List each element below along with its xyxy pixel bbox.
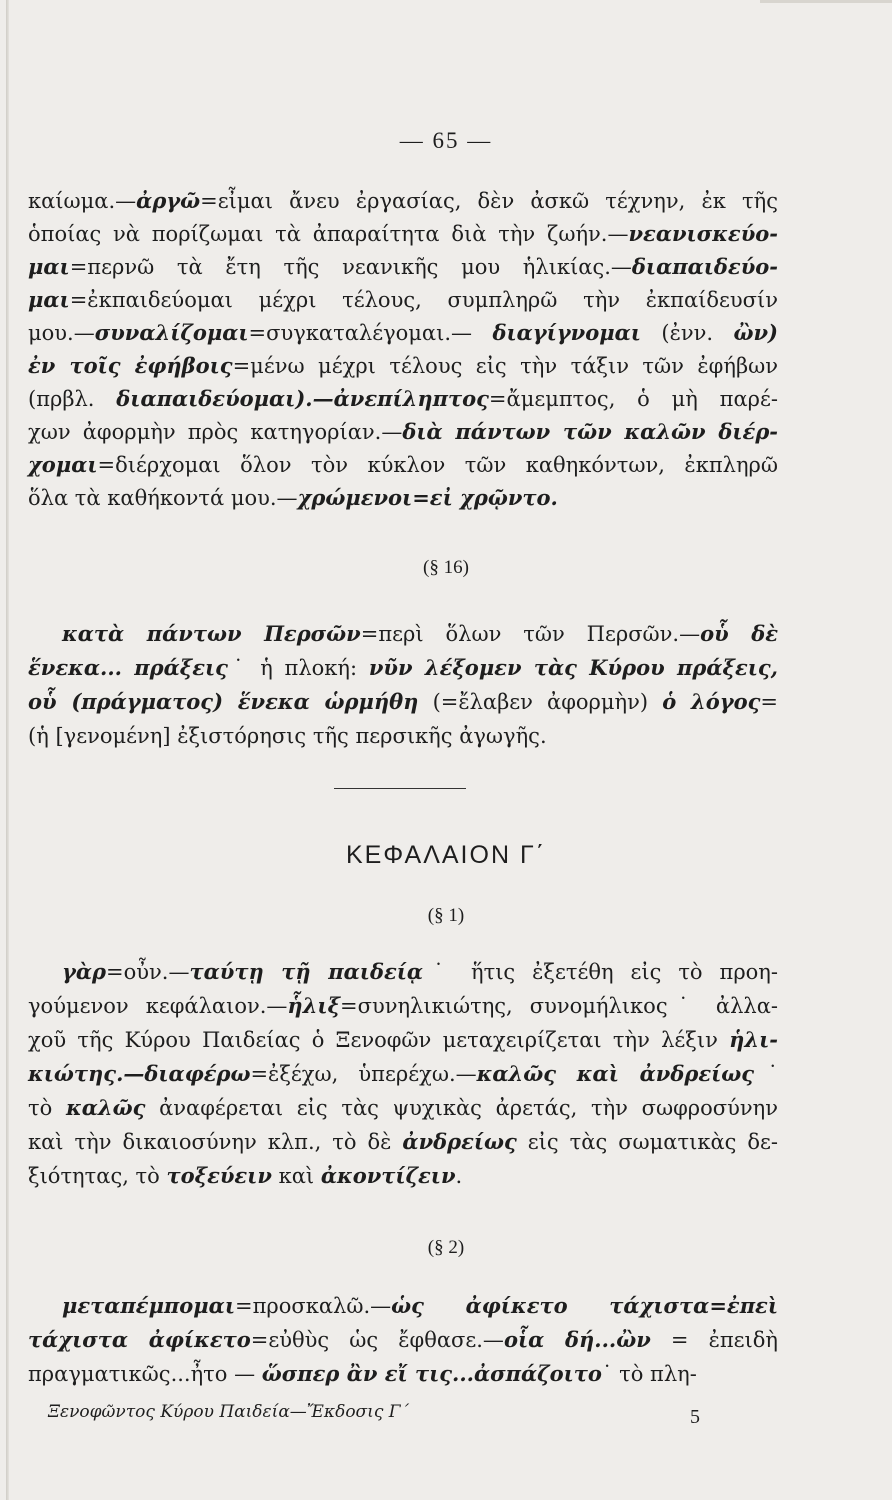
emphasized-term: μεταπέμπομαι bbox=[62, 1293, 236, 1318]
text-segment: =συνηλικιώτης, συνομήλικος˙ ἀλλα- bbox=[340, 994, 778, 1018]
text-segment: καὶ bbox=[271, 1164, 321, 1188]
paragraph-2-line bbox=[28, 720, 778, 752]
emphasized-term: κιώτης.—διαφέρω bbox=[28, 1061, 251, 1086]
paragraph-2-line bbox=[28, 652, 778, 684]
text-segment: εἰς τὰς σωματικὰς δε- bbox=[516, 1130, 778, 1154]
text-segment: χων ἀφορμὴν πρὸς κατηγορίαν.— bbox=[28, 420, 403, 444]
text-segment: ˙ τὸ πλη- bbox=[601, 1362, 697, 1386]
emphasized-term: οὗ (πράγματος) ἕνεκα ὡρμήθη bbox=[28, 689, 419, 714]
emphasized-term: καλῶς καὶ ἀνδρείως bbox=[476, 1061, 755, 1086]
emphasized-term: τάχιστα ἀφίκετο bbox=[28, 1327, 251, 1352]
printer-signature-mark: 5 bbox=[690, 1406, 700, 1428]
paragraph-1-line bbox=[28, 317, 778, 349]
paragraph-3-line bbox=[28, 1024, 778, 1056]
page-number: — 65 — bbox=[399, 128, 493, 153]
text-segment: =περνῶ τὰ ἔτη τῆς νεανικῆς μου ἡλικίας.— bbox=[69, 255, 632, 279]
text-segment: ξιότητας, τὸ bbox=[28, 1164, 167, 1188]
text-segment: = bbox=[760, 690, 778, 714]
text-segment: = ἐπειδὴ bbox=[650, 1328, 778, 1352]
emphasized-term: νεανισκεύο- bbox=[628, 221, 778, 246]
text-segment: πραγματικῶς...ἦτο — bbox=[28, 1362, 262, 1386]
section-1-heading: (§ 1) bbox=[427, 905, 465, 926]
emphasized-term: κατὰ πάντων Περσῶν bbox=[62, 621, 361, 646]
paragraph-3-line bbox=[28, 990, 778, 1022]
paragraph-1-line bbox=[28, 449, 778, 481]
paragraph-1-line bbox=[28, 416, 778, 448]
paragraph-1-line bbox=[28, 185, 778, 217]
emphasized-term: ὡς ἀφίκετο τάχιστα=ἐπεὶ bbox=[391, 1293, 778, 1318]
chapter-heading: ΚΕΦΑΛΑΙΟΝ Γ΄ bbox=[345, 841, 547, 869]
emphasized-term: νῦν λέξομεν τὰς Κύρου πράξεις, bbox=[368, 655, 778, 680]
paragraph-4-line bbox=[28, 1358, 778, 1390]
text-segment: ὅλα τὰ καθήκοντά μου.— bbox=[28, 486, 298, 510]
text-segment: =εἶμαι ἄνευ ἐργασίας, δὲν ἀσκῶ τέχνην, ἐκ τῆς bbox=[200, 189, 778, 213]
emphasized-term: ἧλιξ bbox=[287, 993, 341, 1018]
page-binding-edge bbox=[6, 0, 9, 1500]
emphasized-term: μαι bbox=[28, 254, 70, 279]
emphasized-term: οἷα δή...ὢν bbox=[503, 1327, 651, 1352]
paragraph-4-line bbox=[62, 1290, 778, 1322]
emphasized-term: ὥσπερ ἂν εἴ τις...ἀσπάζοιτο bbox=[261, 1361, 602, 1386]
emphasized-term: τοξεύειν bbox=[166, 1163, 272, 1188]
paragraph-1-line bbox=[28, 251, 778, 283]
section-16-heading: (§ 16) bbox=[423, 557, 469, 578]
paragraph-4-line bbox=[28, 1324, 778, 1356]
section-2-heading: (§ 2) bbox=[427, 1237, 465, 1258]
emphasized-term: ἡλι- bbox=[729, 1027, 778, 1052]
emphasized-term: ἐν τοῖς ἐφήβοις bbox=[28, 353, 233, 378]
text-segment: =διέρχομαι ὅλον τὸν κύκλον τῶν καθηκόντων, ἐκπληρῶ bbox=[97, 453, 778, 477]
text-segment: καὶ τὴν δικαιοσύνην κλπ., τὸ δὲ bbox=[28, 1130, 403, 1154]
emphasized-term: χρώμενοι=εἰ χρῷντο. bbox=[297, 485, 558, 510]
text-segment: ὁποίας νὰ πορίζωμαι τὰ ἀπαραίτητα διὰ τὴν ζωήν.— bbox=[28, 222, 629, 246]
page-top-edge bbox=[760, 0, 892, 3]
emphasized-term: ἀργῶ bbox=[136, 188, 201, 213]
text-segment: =ἄμεμπτος, ὁ μὴ παρέ- bbox=[488, 387, 778, 411]
emphasized-term: ὁ λόγος bbox=[662, 689, 761, 714]
text-segment: ἀναφέρεται εἰς τὰς ψυχικὰς ἀρετάς, τὴν σωφροσύνην bbox=[145, 1096, 779, 1120]
text-segment: =εὐθὺς ὡς ἔφθασε.— bbox=[250, 1328, 504, 1352]
paragraph-3-line bbox=[28, 1092, 778, 1124]
text-segment: χοῦ τῆς Κύρου Παιδείας ὁ Ξενοφῶν μεταχειρίζεται τὴν λέξιν bbox=[28, 1028, 730, 1052]
text-segment: ˙ bbox=[754, 1062, 778, 1086]
emphasized-term: συναλίζομαι bbox=[94, 320, 249, 345]
emphasized-term: μαι bbox=[28, 287, 70, 312]
text-segment: καίωμα.— bbox=[28, 189, 137, 213]
paragraph-2-line bbox=[62, 618, 778, 650]
footer-book-title: Ξενοφῶντος Κύρου Παιδεία—Ἔκδοσις Γ΄ bbox=[48, 1402, 410, 1422]
paragraph-1-line bbox=[28, 482, 778, 514]
paragraph-3-line bbox=[28, 1058, 778, 1090]
text-segment: ˙ ἥτις ἐξετέθη εἰς τὸ προη- bbox=[423, 960, 778, 984]
emphasized-term: διὰ πάντων τῶν καλῶν διέρ- bbox=[402, 419, 779, 444]
text-segment: =ἐκπαιδεύομαι μέχρι τέλους, συμπληρῶ τὴν ἐκπαίδευσίν bbox=[69, 288, 778, 312]
text-segment: ˙ ἡ πλοκή: bbox=[227, 656, 369, 680]
emphasized-term: διαπαιδεύο- bbox=[631, 254, 778, 279]
emphasized-term: χομαι bbox=[28, 452, 98, 477]
emphasized-term: ἀνδρείως bbox=[402, 1129, 517, 1154]
paragraph-1-line bbox=[28, 284, 778, 316]
text-segment: (ἡ [γενομένη] ἐξιστόρησις τῆς περσικῆς ἀγωγῆς. bbox=[28, 724, 547, 748]
text-segment: =συγκαταλέγομαι.— bbox=[248, 321, 493, 345]
emphasized-term: οὗ δὲ bbox=[700, 621, 779, 646]
emphasized-term: γὰρ bbox=[62, 959, 106, 984]
emphasized-term: ἕνεκα... πράξεις bbox=[28, 655, 228, 680]
paragraph-3-line bbox=[28, 1126, 778, 1158]
paragraph-1-line bbox=[28, 350, 778, 382]
paragraph-3-line bbox=[62, 956, 778, 988]
text-segment: (πρβλ. bbox=[28, 387, 117, 411]
text-segment: (=ἔλαβεν ἀφορμὴν) bbox=[418, 690, 663, 714]
text-segment: =ἐξέχω, ὑπερέχω.— bbox=[250, 1062, 477, 1086]
divider-rule bbox=[334, 788, 466, 789]
emphasized-term: ὢν) bbox=[733, 320, 778, 345]
paragraph-3-line bbox=[28, 1160, 778, 1192]
emphasized-term: ἀκοντίζειν bbox=[320, 1163, 456, 1188]
text-segment: =μένω μέχρι τέλους εἰς τὴν τάξιν τῶν ἐφήβων bbox=[232, 354, 778, 378]
emphasized-term: διαπαιδεύομαι).—ἀνεπίληπτος bbox=[116, 386, 489, 411]
paragraph-1-line bbox=[28, 383, 778, 415]
text-segment: (ἐνν. bbox=[640, 321, 734, 345]
text-segment: =οὖν.— bbox=[106, 960, 190, 984]
text-segment: =προσκαλῶ.— bbox=[235, 1294, 392, 1318]
text-segment: =περὶ ὅλων τῶν Περσῶν.— bbox=[360, 622, 701, 646]
text-segment: γούμενον κεφάλαιον.— bbox=[28, 994, 288, 1018]
text-segment: . bbox=[455, 1164, 463, 1188]
emphasized-term: ταύτῃ τῇ παιδείᾳ bbox=[189, 959, 424, 984]
paragraph-1-line bbox=[28, 218, 778, 250]
emphasized-term: καλῶς bbox=[65, 1095, 146, 1120]
text-segment: μου.— bbox=[28, 321, 95, 345]
emphasized-term: διαγίγνομαι bbox=[492, 320, 641, 345]
text-segment: τὸ bbox=[28, 1096, 66, 1120]
paragraph-2-line bbox=[28, 686, 778, 718]
